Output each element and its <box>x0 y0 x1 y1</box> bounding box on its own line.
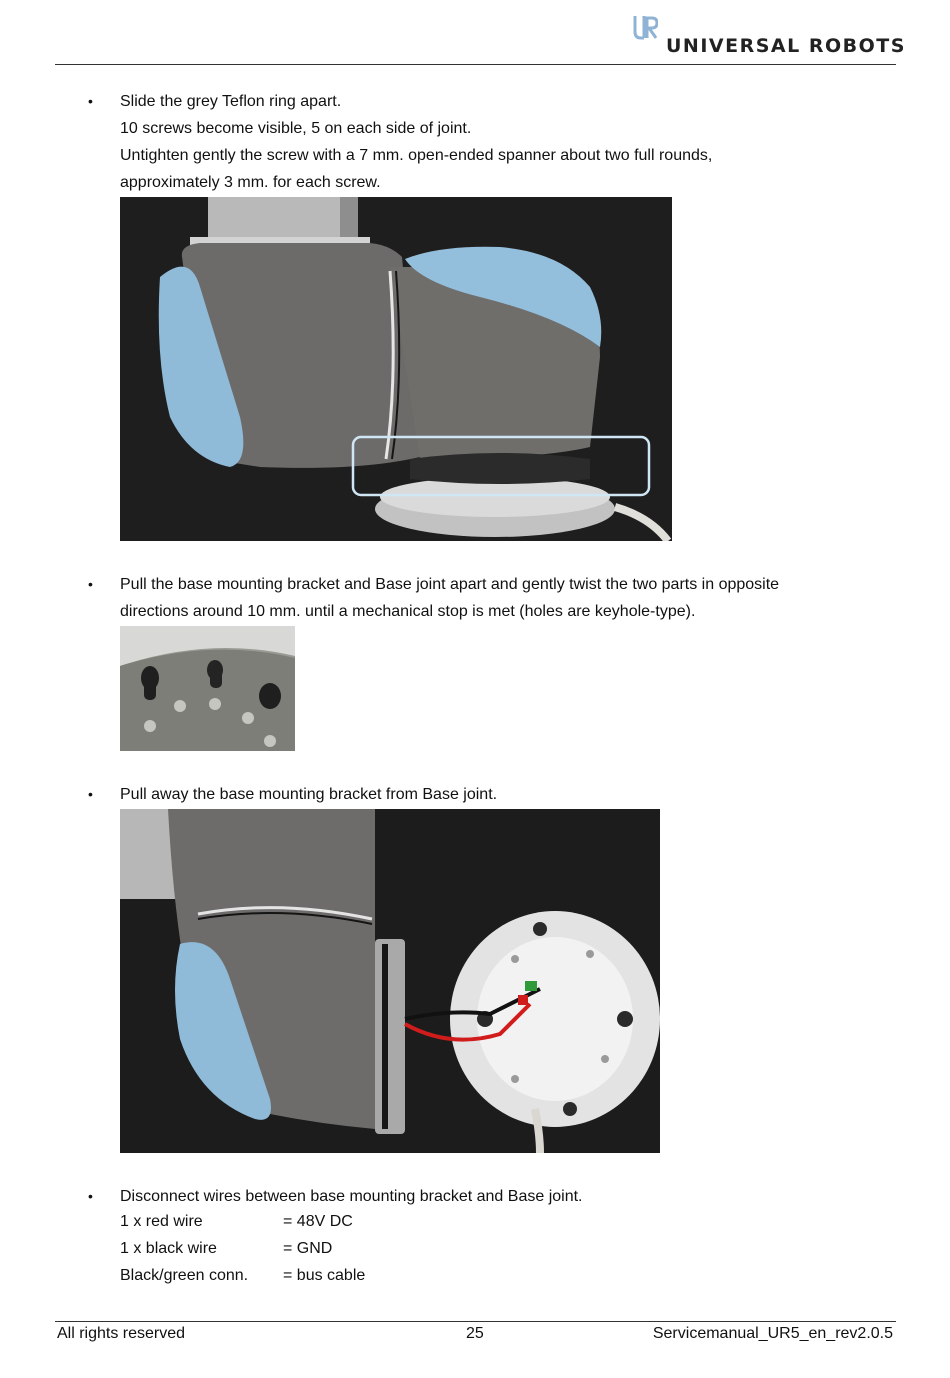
step-slide-teflon-ring <box>88 88 878 196</box>
wire-value: = bus cable <box>283 1267 366 1284</box>
photo-base-joint-teflon-ring <box>120 197 672 541</box>
wire-value: = GND <box>283 1240 333 1257</box>
step-disconnect-wires <box>88 1183 878 1210</box>
bullet-icon: • <box>88 576 93 592</box>
step-twist-bracket <box>88 571 878 625</box>
step-text-line: directions around 10 mm. until a mechanical stop is met (holes are keyhole-type). <box>120 603 696 620</box>
footer-document-id: Servicemanual_UR5_en_rev2.0.5 <box>652 1325 893 1342</box>
step-pull-away-bracket <box>88 781 878 808</box>
photo-keyhole-holes <box>120 626 295 751</box>
wire-row <box>120 1235 588 1262</box>
footer-divider <box>55 1321 896 1322</box>
universal-robots-logo <box>632 14 906 58</box>
bullet-icon: • <box>88 786 93 802</box>
bullet-icon: • <box>88 93 93 109</box>
step-text-line: approximately 3 mm. for each screw. <box>120 174 381 191</box>
wire-row <box>120 1208 588 1235</box>
step-text-line: Untighten gently the screw with a 7 mm. open-ended spanner about two full rounds, <box>120 147 713 164</box>
header-divider <box>55 64 896 65</box>
step-text-line: Slide the grey Teflon ring apart. <box>120 93 342 110</box>
wire-label: 1 x red wire <box>120 1213 203 1230</box>
ur-logo-mark-icon <box>632 14 658 42</box>
step-text-line: Pull away the base mounting bracket from Base joint. <box>120 786 498 803</box>
wire-label: 1 x black wire <box>120 1240 217 1257</box>
wire-list <box>88 1208 588 1289</box>
wire-value: = 48V DC <box>283 1213 353 1230</box>
bullet-icon: • <box>88 1188 93 1204</box>
footer-page-number: 25 <box>466 1325 484 1342</box>
brand-name: UNIVERSAL ROBOTS <box>666 35 906 57</box>
wire-label: Black/green conn. <box>120 1267 249 1284</box>
step-text-line: 10 screws become visible, 5 on each side of joint. <box>120 120 472 137</box>
footer-copyright: All rights reserved <box>57 1325 186 1342</box>
wire-row <box>120 1262 588 1289</box>
step-text-line: Pull the base mounting bracket and Base joint apart and gently twist the two parts in opposite <box>120 576 780 593</box>
step-text-line: Disconnect wires between base mounting bracket and Base joint. <box>120 1188 583 1205</box>
photo-bracket-separated <box>120 809 660 1153</box>
